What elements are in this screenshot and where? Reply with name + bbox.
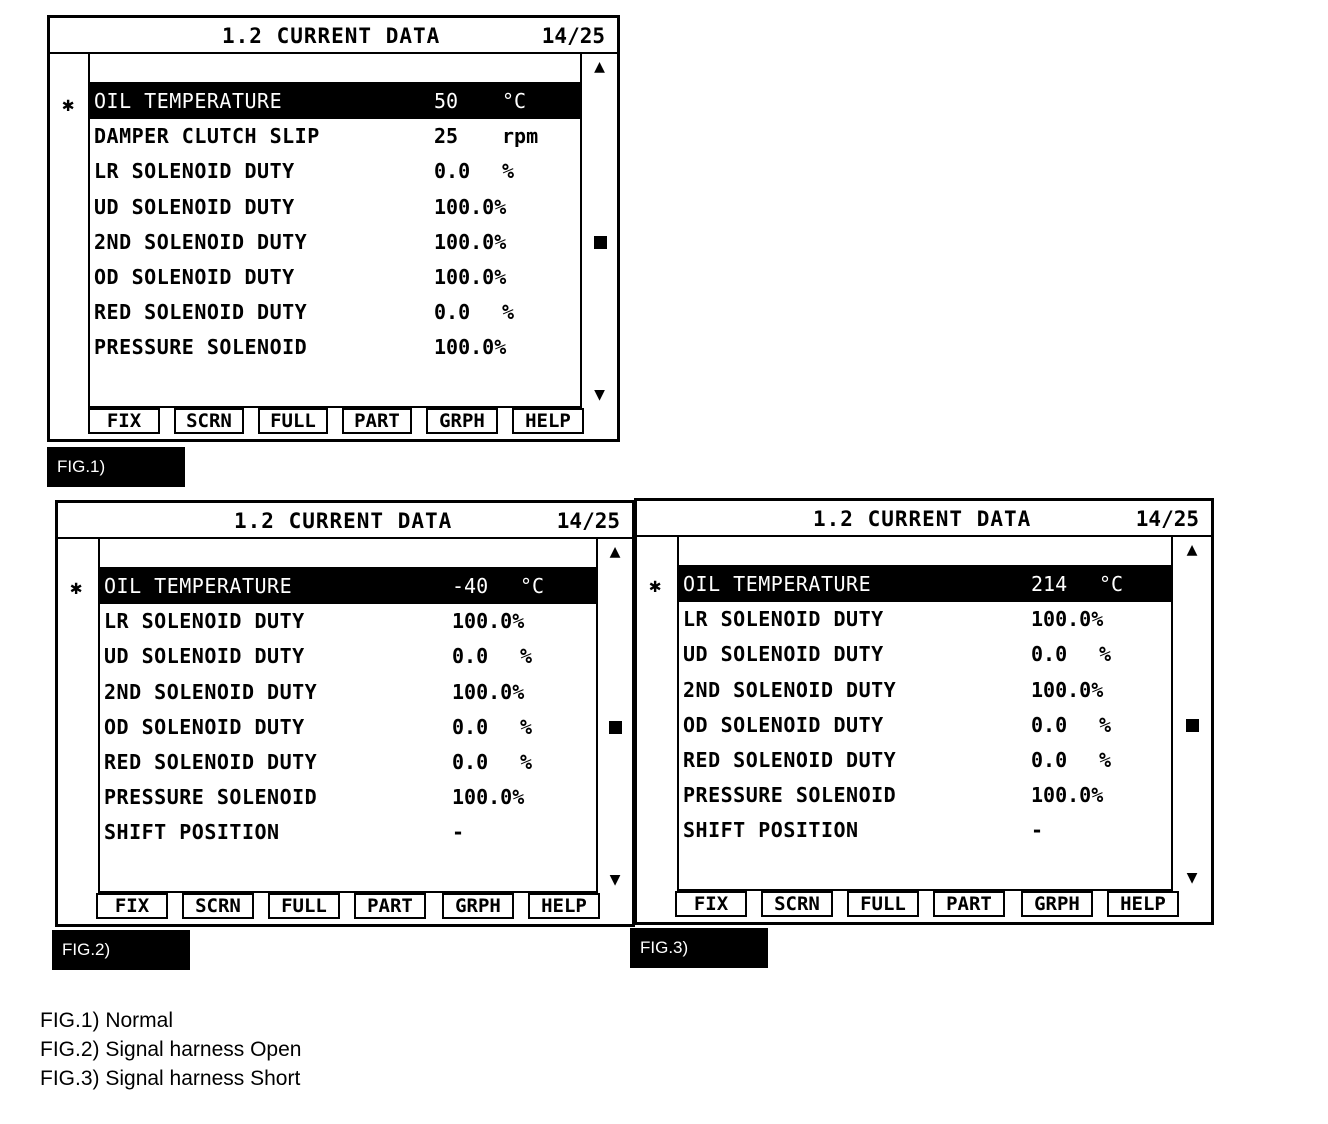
data-row[interactable]	[100, 815, 596, 850]
row-unit: °C	[1099, 572, 1124, 596]
row-label: OD SOLENOID DUTY	[104, 714, 305, 739]
fix-button[interactable]: FIX	[88, 408, 160, 434]
row-label: SHIFT POSITION	[683, 818, 859, 843]
row-unit: %	[520, 644, 533, 669]
help-button[interactable]: HELP	[512, 408, 584, 434]
scrn-button[interactable]: SCRN	[761, 891, 833, 917]
data-list[interactable]	[677, 535, 1173, 891]
part-button[interactable]: PART	[342, 408, 412, 434]
row-label: RED SOLENOID DUTY	[104, 749, 318, 774]
data-row[interactable]	[100, 710, 596, 745]
data-row[interactable]	[679, 637, 1171, 672]
figure-captions	[40, 1006, 301, 1093]
row-value: 0.0	[452, 644, 489, 669]
data-row[interactable]	[100, 604, 596, 639]
row-value: 0.0	[452, 714, 489, 739]
data-row[interactable]	[100, 675, 596, 710]
row-label: PRESSURE SOLENOID	[683, 783, 897, 808]
row-value: 100.0%	[1031, 677, 1104, 702]
selection-marker-icon: ✱	[649, 573, 662, 597]
row-value: 100.0%	[452, 679, 525, 704]
grph-button[interactable]: GRPH	[442, 893, 514, 919]
screen-title: 1.2 CURRENT DATA	[222, 24, 441, 48]
data-row[interactable]	[90, 154, 580, 189]
data-row[interactable]	[90, 260, 580, 295]
fig-label: FIG.1)	[47, 447, 185, 487]
grph-button[interactable]: GRPH	[426, 408, 498, 434]
row-unit: %	[520, 714, 533, 739]
scrollbar[interactable]	[1173, 535, 1211, 891]
row-label: 2ND SOLENOID DUTY	[683, 677, 897, 702]
caption-fig2: FIG.2) Signal harness Open	[40, 1038, 302, 1061]
row-value: 25	[434, 124, 459, 149]
selection-marker-icon: ✱	[70, 575, 83, 599]
row-label: LR SOLENOID DUTY	[683, 607, 884, 632]
scanner-screen-fig1	[47, 15, 620, 442]
fix-button[interactable]: FIX	[96, 893, 168, 919]
row-value: 214	[1031, 572, 1068, 596]
row-label: PRESSURE SOLENOID	[104, 785, 318, 810]
row-label: OD SOLENOID DUTY	[683, 712, 884, 737]
data-row[interactable]	[100, 780, 596, 815]
title-bar	[637, 501, 1211, 537]
row-label: SHIFT POSITION	[104, 820, 280, 845]
data-row-oil-temperature[interactable]	[100, 569, 596, 604]
row-label: PRESSURE SOLENOID	[94, 335, 308, 360]
row-label: LR SOLENOID DUTY	[104, 609, 305, 634]
help-button[interactable]: HELP	[1107, 891, 1179, 917]
row-value: 100.0%	[434, 335, 507, 360]
row-unit: %	[502, 300, 515, 325]
row-value: 50	[434, 89, 459, 113]
row-unit: %	[1099, 712, 1112, 737]
data-row-oil-temperature[interactable]	[90, 84, 580, 119]
data-row[interactable]	[90, 330, 580, 365]
data-row[interactable]	[679, 743, 1171, 778]
row-value: 100.0%	[434, 229, 507, 254]
data-row[interactable]	[679, 708, 1171, 743]
full-button[interactable]: FULL	[258, 408, 328, 434]
title-bar	[50, 18, 617, 54]
row-label: 2ND SOLENOID DUTY	[94, 229, 308, 254]
row-value: 100.0%	[452, 609, 525, 634]
fix-button[interactable]: FIX	[675, 891, 747, 917]
row-value: 0.0	[1031, 642, 1068, 667]
row-value: 100.0%	[434, 194, 507, 219]
list-header-blank	[679, 535, 1171, 567]
row-label: UD SOLENOID DUTY	[104, 644, 305, 669]
title-bar	[58, 503, 632, 539]
scroll-down-icon[interactable]: ▼	[609, 869, 621, 890]
scroll-up-icon[interactable]: ▲	[594, 56, 605, 77]
help-button[interactable]: HELP	[528, 893, 600, 919]
page-indicator: 14/25	[541, 24, 605, 48]
page-indicator: 14/25	[1135, 507, 1199, 531]
data-row-oil-temperature[interactable]	[679, 567, 1171, 602]
data-row[interactable]	[679, 813, 1171, 848]
row-value: 100.0%	[1031, 607, 1104, 632]
grph-button[interactable]: GRPH	[1021, 891, 1093, 917]
row-unit: %	[520, 749, 533, 774]
scrollbar[interactable]	[582, 52, 617, 408]
row-value: -	[452, 820, 465, 845]
data-row[interactable]	[679, 778, 1171, 813]
row-value: 100.0%	[434, 264, 507, 289]
data-row[interactable]	[100, 745, 596, 780]
row-label: OIL TEMPERATURE	[94, 89, 283, 113]
full-button[interactable]: FULL	[268, 893, 340, 919]
row-label: OD SOLENOID DUTY	[94, 264, 295, 289]
row-unit: %	[502, 159, 515, 184]
data-row[interactable]	[90, 225, 580, 260]
row-value: 0.0	[434, 300, 471, 325]
row-value: -	[1031, 818, 1044, 843]
row-unit: °C	[502, 89, 527, 113]
data-list[interactable]	[98, 537, 598, 893]
row-value: 0.0	[1031, 712, 1068, 737]
data-row[interactable]	[90, 190, 580, 225]
full-button[interactable]: FULL	[847, 891, 919, 917]
row-label: RED SOLENOID DUTY	[683, 747, 897, 772]
data-row[interactable]	[90, 295, 580, 330]
scroll-down-icon[interactable]: ▼	[1186, 867, 1198, 888]
row-label: UD SOLENOID DUTY	[683, 642, 884, 667]
scanner-screen-fig3	[634, 498, 1214, 925]
data-row[interactable]	[679, 673, 1171, 708]
screen-title: 1.2 CURRENT DATA	[813, 507, 1032, 531]
part-button[interactable]: PART	[933, 891, 1005, 917]
page-indicator: 14/25	[556, 509, 620, 533]
row-label: OIL TEMPERATURE	[683, 572, 872, 596]
scroll-thumb[interactable]	[609, 721, 622, 734]
list-header-blank	[100, 537, 596, 569]
row-unit: rpm	[502, 124, 539, 149]
row-label: UD SOLENOID DUTY	[94, 194, 295, 219]
row-value: 0.0	[452, 749, 489, 774]
row-unit: %	[1099, 642, 1112, 667]
fig-label: FIG.3)	[630, 928, 768, 968]
data-list[interactable]	[88, 52, 582, 408]
row-label: 2ND SOLENOID DUTY	[104, 679, 318, 704]
part-button[interactable]: PART	[354, 893, 426, 919]
function-key-bar	[50, 405, 617, 439]
scroll-down-icon[interactable]: ▼	[594, 384, 605, 405]
caption-fig1: FIG.1) Normal	[40, 1009, 174, 1032]
function-key-bar	[58, 890, 632, 924]
scrn-button[interactable]: SCRN	[174, 408, 244, 434]
scanner-screen-fig2	[55, 500, 635, 927]
row-value: 100.0%	[1031, 783, 1104, 808]
row-unit: %	[1099, 747, 1112, 772]
fig-label: FIG.2)	[52, 930, 190, 970]
scroll-up-icon[interactable]: ▲	[1186, 539, 1198, 560]
scroll-thumb[interactable]	[594, 236, 607, 249]
list-header-blank	[90, 52, 580, 84]
row-label: RED SOLENOID DUTY	[94, 300, 308, 325]
scrollbar[interactable]	[598, 537, 632, 893]
data-row[interactable]	[100, 639, 596, 674]
row-value: 0.0	[434, 159, 471, 184]
data-row[interactable]	[90, 119, 580, 154]
selection-marker-icon: ✱	[62, 92, 75, 116]
row-value: -40	[452, 574, 489, 598]
screen-title: 1.2 CURRENT DATA	[234, 509, 453, 533]
row-label: OIL TEMPERATURE	[104, 574, 293, 598]
row-value: 100.0%	[452, 785, 525, 810]
row-unit: °C	[520, 574, 545, 598]
row-label: LR SOLENOID DUTY	[94, 159, 295, 184]
function-key-bar	[637, 888, 1211, 922]
caption-fig3: FIG.3) Signal harness Short	[40, 1067, 301, 1090]
row-value: 0.0	[1031, 747, 1068, 772]
scrn-button[interactable]: SCRN	[182, 893, 254, 919]
data-row[interactable]	[679, 602, 1171, 637]
row-label: DAMPER CLUTCH SLIP	[94, 124, 320, 149]
scroll-up-icon[interactable]: ▲	[609, 541, 621, 562]
scroll-thumb[interactable]	[1186, 719, 1199, 732]
